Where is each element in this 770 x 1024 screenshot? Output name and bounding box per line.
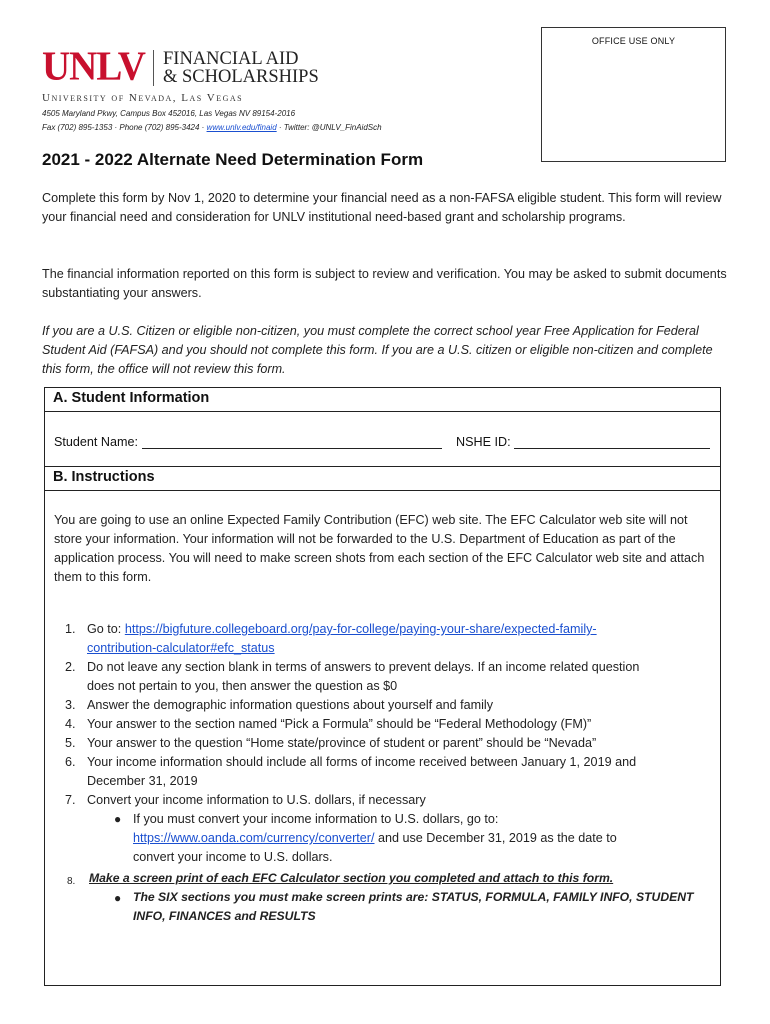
item-3-text: Answer the demographic information questions about yourself and family	[87, 698, 494, 712]
item-8-text: Make a screen print of each EFC Calculator section you completed and attach to this form.	[89, 871, 614, 885]
bullet-icon: ●	[114, 812, 122, 826]
office-use-label: OFFICE USE ONLY	[591, 36, 676, 46]
item-8-sub-line-2: INFO, FINANCES and RESULTS	[133, 909, 316, 923]
item-7-sub-line-1: If you must convert your income information to U.S. dollars, go to:	[133, 812, 499, 826]
logo-line-2: & SCHOLARSHIPS	[163, 67, 319, 87]
unlv-logo	[42, 43, 342, 90]
nshe-id-field[interactable]	[514, 435, 710, 449]
bullet-icon: ●	[114, 891, 122, 905]
item-5-number: 5.	[65, 736, 76, 750]
item-1-prefix: Go to:	[87, 622, 125, 636]
contact-prefix: Fax (702) 895-1353 · Phone (702) 895-3424 ·	[42, 123, 207, 132]
university-name: University of Nevada, Las Vegas	[42, 92, 244, 104]
nshe-id-label: NSHE ID:	[456, 435, 511, 449]
item-7-sub-after-link: and use December 31, 2019 as the date to	[374, 831, 617, 845]
item-1-number: 1.	[65, 622, 76, 636]
efc-calculator-link-cont[interactable]: contribution-calculator#efc_status	[87, 641, 275, 655]
section-b	[44, 466, 721, 986]
office-use-box	[541, 27, 726, 162]
item-6-number: 6.	[65, 755, 76, 769]
form-title: 2021 - 2022 Alternate Need Determination Form	[42, 150, 424, 169]
item-7-number: 7.	[65, 793, 76, 807]
instructions-intro: You are going to use an online Expected Family Contribution (EFC) web site. The EFC Calculator web site will not store your information. Your information will not be forwarded to the U.S. Department of Education as part of the application process. You will need to make screen shots from each section of the EFC Calculator web site and attach them to this form.	[54, 513, 705, 584]
section-b-heading: B. Instructions	[45, 467, 720, 491]
efc-calculator-link[interactable]: https://bigfuture.collegeboard.org/pay-for-college/paying-your-share/expected-family-	[124, 622, 597, 636]
finaid-website-link[interactable]: www.unlv.edu/finaid	[206, 123, 277, 132]
student-name-row	[54, 435, 442, 449]
item-3-number: 3.	[65, 698, 76, 712]
contact-suffix: · Twitter: @UNLV_FinAidSch	[276, 123, 382, 132]
item-7-sub-line-3: convert your income to U.S. dollars.	[133, 850, 333, 864]
contact-line	[42, 123, 382, 132]
address-line: 4505 Maryland Pkwy, Campus Box 452016, Las Vegas NV 89154-2016	[42, 109, 296, 118]
item-1-text	[87, 620, 597, 639]
item-2-line-1: Do not leave any section blank in terms of answers to prevent delays. If an income related question	[87, 660, 640, 674]
student-name-label: Student Name:	[54, 435, 139, 449]
logo-line-1: FINANCIAL AID	[163, 49, 299, 69]
logo-unlv-wordmark: UNLV	[42, 43, 145, 90]
item-4-text: Your answer to the section named “Pick a Formula” should be “Federal Methodology (FM)”	[87, 717, 592, 731]
nshe-id-row	[456, 435, 710, 449]
item-4-number: 4.	[65, 717, 76, 731]
item-2-number: 2.	[65, 660, 76, 674]
intro-paragraph-1: Complete this form by Nov 1, 2020 to determine your financial need as a non-FAFSA eligible student. This form will review your financial need and consideration for UNLV institutional need-based grant and scholarship programs.	[42, 191, 722, 224]
item-5-text: Your answer to the question “Home state/province of student or parent” should be “Nevada”	[87, 736, 597, 750]
oanda-converter-link[interactable]: https://www.oanda.com/currency/converter/	[133, 831, 375, 845]
item-7-sub-line-2	[133, 829, 617, 848]
item-6-line-2: December 31, 2019	[87, 774, 198, 788]
item-7-text: Convert your income information to U.S. dollars, if necessary	[87, 793, 426, 807]
student-name-field[interactable]	[142, 435, 442, 449]
item-8-sub-line-1: The SIX sections you must make screen prints are: STATUS, FORMULA, FAMILY INFO, STUDENT	[133, 890, 694, 904]
section-a-heading: A. Student Information	[45, 388, 720, 412]
item-6-line-1: Your income information should include all forms of income received between January 1, 2019 and	[87, 755, 637, 769]
intro-paragraph-3: If you are a U.S. Citizen or eligible non-citizen, you must complete the correct school year Free Application for Federal Student Aid (FAFSA) and you should not complete this form. If you are a U.S. citizen or eligible non-citizen and complete this form, the office will not review this form.	[42, 324, 713, 376]
section-a	[44, 387, 721, 467]
intro-paragraph-2: The financial information reported on this form is subject to review and verification. You may be asked to submit documents substantiating your answers.	[42, 267, 727, 300]
logo-department	[163, 50, 319, 86]
item-8-number: 8.	[67, 876, 76, 887]
logo-divider	[153, 50, 154, 86]
item-2-line-2: does not pertain to you, then answer the question as $0	[87, 679, 398, 693]
